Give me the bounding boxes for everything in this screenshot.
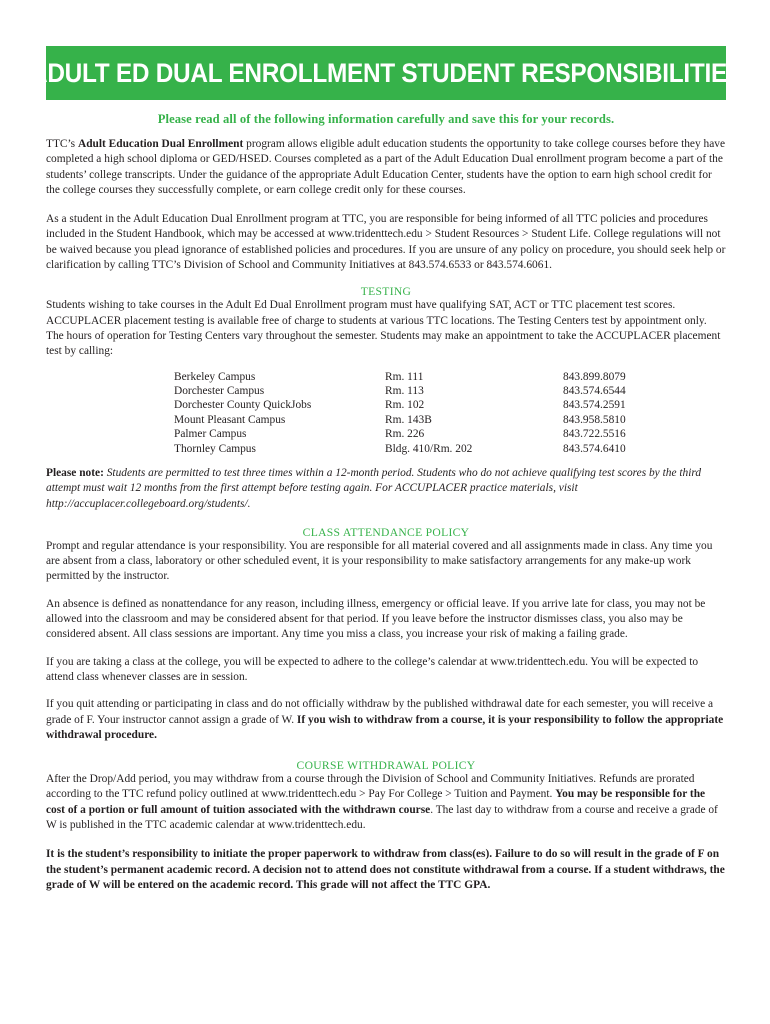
- testing-paragraph: Students wishing to take courses in the Adult Ed Dual Enrollment program must have qualifying SAT, ACT or TTC placement test scores. ACCUPLACER placement testing is available free of charge to students at various TTC locations. The Testing Centers test by appointment only. The hours of operation for Testing Centers vary throughout the semester. Students may make an appointment to take the ACCUPLACER placement test by calling:: [46, 299, 721, 358]
- campus-row: [174, 442, 643, 456]
- campus-name: Dorchester Campus: [174, 384, 265, 397]
- withdrawal-p2-bold: It is the student’s responsibility to initiate the proper paperwork to withdraw from class(es). Failure to do so will result in the grade of F on the student’s permanent academic record. A decision not to attend does not constitute withdrawal from a course. If a student withdraws, the grade of W will be entered on the academic record. This grade will not affect the TTC GPA.: [46, 848, 725, 891]
- document-page: [29, 46, 743, 893]
- campus-phone: 843.722.5516: [563, 428, 626, 441]
- campus-phone: 843.899.8079: [563, 370, 626, 383]
- campus-name: Mount Pleasant Campus: [174, 413, 286, 426]
- campus-phone: 843.958.5810: [563, 413, 626, 426]
- attendance-p4-bold: If you wish to withdraw from a course, it is your responsibility to follow the appropriate withdrawal procedure.: [46, 713, 724, 741]
- withdrawal-p1-end: . The last day to withdraw from a course and receive a grade of W is published in the TTC academic calendar at www.tridenttech.edu.: [46, 803, 718, 832]
- intro-paragraph-2: As a student in the Adult Education Dual Enrollment program at TTC, you are responsible for being informed of all TTC policies and procedures included in the Student Handbook, which may be accessed at www.tridenttech.edu > Student Resources > Student Life. College regulations will not be waived because you plead ignorance of established policies and procedures. If you are unsure of any policy on procedure, you should seek help or clarification by calling TTC’s Division of School and Community Initiatives at 843.574.6533 or 843.574.6061.: [46, 213, 726, 272]
- campus-phone: 843.574.6410: [563, 442, 626, 455]
- campus-room: Bldg. 410/Rm. 202: [385, 442, 473, 455]
- attendance-paragraph-4: [46, 697, 726, 743]
- attendance-p4-text: If you quit attending or participating in class and do not officially withdraw by the published withdrawal date for each semester, you will receive a grade of F. Your instructor cannot assign a grade of W.: [46, 698, 714, 726]
- campus-room: Rm. 143B: [385, 413, 432, 426]
- withdrawal-heading: COURSE WITHDRAWAL POLICY: [296, 759, 476, 773]
- testing-note: [46, 466, 726, 512]
- campus-phone: 843.574.6544: [563, 384, 626, 397]
- campus-row: [174, 413, 643, 427]
- attendance-heading: CLASS ATTENDANCE POLICY: [302, 525, 470, 539]
- campus-row: [174, 370, 643, 384]
- campus-row: [174, 384, 643, 398]
- campus-row: [174, 398, 643, 412]
- note-label: Please note:: [46, 467, 104, 479]
- campus-name: Thornley Campus: [174, 442, 256, 455]
- withdrawal-paragraph-2: [46, 847, 726, 893]
- campus-name: Dorchester County QuickJobs: [174, 399, 312, 412]
- campus-room: Rm. 111: [385, 370, 424, 383]
- withdrawal-p1-bold: You may be responsible for the cost of a portion or full amount of tuition associated with the withdrawn course: [46, 788, 706, 816]
- campus-room: Rm. 113: [385, 384, 424, 397]
- attendance-paragraph-3: If you are taking a class at the college, you will be expected to adhere to the college’s calendar at www.tridenttech.edu. You will be expected to attend class whenever classes are in session.: [46, 655, 699, 683]
- withdrawal-paragraph-1: [46, 772, 726, 833]
- testing-heading: TESTING: [360, 285, 412, 299]
- note-text: Students are permitted to test three times within a 12-month period. Students who do not achieve qualifying test scores by the third attempt must wait 12 months from the first attempt before testing again. For ACCUPLACER practice materials, visit http://accuplacer.collegeboard.org/students/.: [46, 467, 702, 510]
- program-name: Adult Education Dual Enrollment: [77, 138, 244, 150]
- intro-body: program allows eligible adult education students the opportunity to take college courses before they have completed a high school diploma or GED/HSED. Courses completed as a part of the Adult Education Dual enrollment program become a part of the students’ college transcripts. Under the guidance of the appropriate Adult Education Center, students have the option to earn high school credit for the college courses they successfully complete, or earn college credit only for these courses.: [46, 138, 726, 196]
- campus-name: Palmer Campus: [174, 428, 247, 441]
- intro-lead: TTC’s: [46, 138, 78, 150]
- campus-room: Rm. 226: [385, 428, 425, 441]
- intro-paragraph-1: [46, 137, 726, 198]
- campus-room: Rm. 102: [385, 399, 425, 412]
- attendance-paragraph-2: An absence is defined as nonattendance for any reason, including illness, emergency or official leave. If you arrive late for class, you may not be allowed into the classroom and may be considered absent for that period. If you leave before the instructor dismisses class, you also may be considered absent. All class sessions are important. Any time you miss a class, you increase your risk of making a failing grade.: [46, 597, 706, 641]
- attendance-paragraph-1: Prompt and regular attendance is your responsibility. You are responsible for all material covered and all assignments made in class. Any time you are absent from a class, laboratory or other scheduled event, it is your responsibility to make satisfactory arrangements for any make-up work permitted by the instructor.: [46, 539, 713, 583]
- page-subtitle: Please read all of the following information carefully and save this for your records.: [157, 112, 615, 126]
- campus-table: [174, 370, 643, 456]
- withdrawal-p1-text: After the Drop/Add period, you may withdraw from a course through the Division of School and Community Initiatives. Refunds are prorated according to the TTC refund policy outlined at www.tridenttech.edu > Pay For College > Tuition and Payment.: [46, 773, 695, 801]
- title-banner: [29, 46, 743, 100]
- campus-phone: 843.574.2591: [563, 399, 626, 412]
- campus-name: Berkeley Campus: [174, 370, 256, 383]
- campus-row: [174, 427, 643, 441]
- page-title: ADULT ED DUAL ENROLLMENT STUDENT RESPONSIBILITIES: [29, 57, 743, 88]
